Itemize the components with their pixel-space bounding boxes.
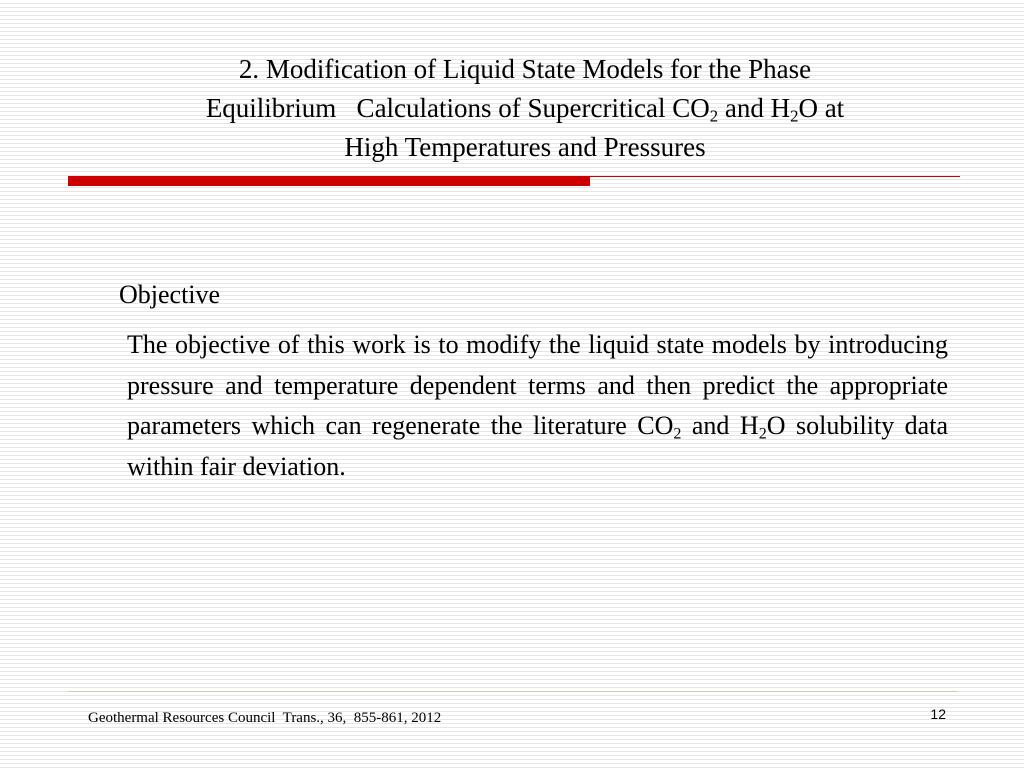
title-line-3: High Temperatures and Pressures: [344, 132, 706, 162]
title-co2-subscript: 2: [709, 106, 719, 126]
objective-body: [127, 325, 948, 487]
footer-rule: [68, 691, 958, 692]
objective-heading: Objective: [119, 280, 221, 309]
title-line-2-text-c: O at: [798, 93, 845, 123]
body-text-b: and H: [681, 411, 759, 440]
body-h2o-subscript: 2: [758, 425, 767, 443]
title-accent-line: [590, 176, 960, 177]
slide-title: [80, 50, 970, 167]
title-line-2-text-b: and H: [718, 93, 791, 123]
title-accent-bar: [68, 176, 590, 186]
page-number: 12: [930, 706, 946, 722]
title-line-1: 2. Modification of Liquid State Models for the Phase: [238, 54, 812, 84]
body-text-a: The objective of this work is to modify the liquid state models by introducing pressure and temperature dependent terms and then predict the appropriate parameters which can regenerate the literature CO: [127, 330, 948, 440]
title-line-2: [205, 93, 845, 126]
footer-citation: Geothermal Resources Council Trans., 36, 855-861, 2012: [88, 710, 442, 726]
body-co2-subscript: 2: [673, 425, 682, 443]
body-text-c: O solubility data within fair deviation.: [127, 411, 948, 481]
title-h2o-subscript: 2: [790, 106, 799, 126]
title-line-2-text-a: Equilibrium Calculations of Supercritical CO: [205, 93, 710, 123]
